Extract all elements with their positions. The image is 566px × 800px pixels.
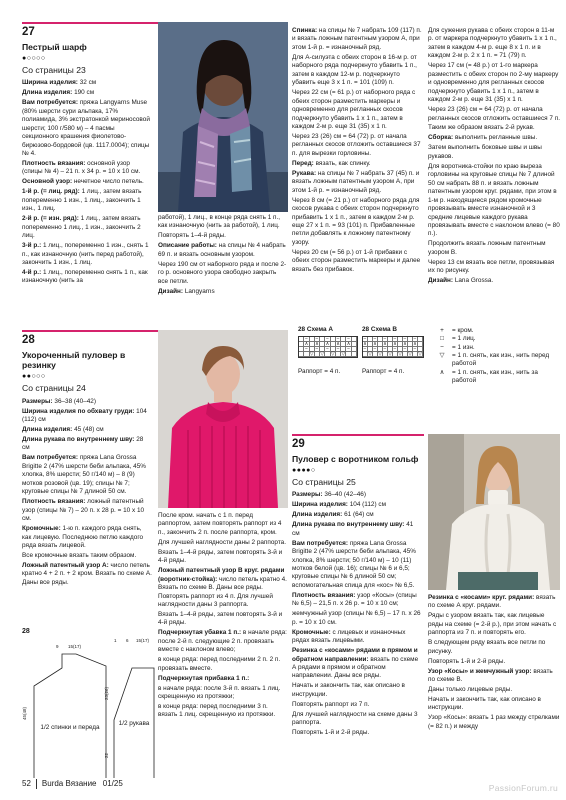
paragraph [428,240,560,257]
paragraph-text: в конце ряда: перед последними 2 п. 2 п. провязать вместе. [158,656,281,672]
paragraph-text: После кром. начать с 1 п. перед раппортом, затем повторять раппорт из 4 п., закончить 2 п. после раппорта, кром. [158,512,282,536]
paragraph-text: в начале ряда: после 3-й п. вязать 1 лиц. скрещенную из протяжки; [158,684,281,701]
paragraph-heading: Вам потребуется: [292,539,349,547]
paragraph [292,491,422,499]
paragraph [428,639,560,656]
text-col3 [292,27,422,276]
text-col4 [428,27,560,287]
paragraph-heading: Дизайн: [428,277,454,285]
paragraph [428,27,560,61]
pattern-number: 27 [22,26,35,38]
p29-col1 [292,439,422,739]
paragraph-text: 1 лиц., попеременно снять 1 п., как изнаночную (нить за [22,268,148,285]
paragraph [428,144,560,161]
section-28-rule [22,330,158,332]
paragraph-text: 1 лиц., затем вязать попеременно 1 лиц., 1 изн., закончить 2 лиц. [22,215,141,240]
paragraph-text: Затем выполнить боковые швы и швы рукавов. [428,144,542,160]
paragraph-text: Повторять 1–4-й ряды. [158,232,226,240]
paragraph [158,232,288,240]
paragraph-text: Lana Grossa. [453,277,494,285]
paragraph [292,54,422,88]
paragraph-text: Повторять 1-й и 2-й ряды. [428,657,506,665]
p28-text-cont [158,512,288,720]
paragraph [158,549,288,566]
legend-item [436,369,560,386]
paragraph [22,160,152,177]
paragraph [292,89,422,131]
paragraph [22,454,152,496]
paragraph-heading: Подчеркнутая прибавка 1 п.: [158,674,250,682]
paragraph [428,62,560,104]
watermark: PassionForum.ru [488,783,558,793]
paragraph-heading: 4-й р.: [22,268,42,276]
paragraph [22,178,152,186]
paragraph-text: Через 20 см (= 56 р.) от 1-й прибавки с обеих сторон разместить маркеры и далее вязать без прибавок. [292,248,421,273]
paragraph [158,675,288,683]
paragraph [428,714,560,731]
pattern-title: Пуловер с воротником гольф [292,453,419,464]
paragraph-text: 1-ю п. каждого ряда снять, как лицевую. Последнюю петлю каждого ряда вязать лицевой. [22,525,144,549]
paragraph-text: 1 лиц., попеременно 1 изн., снять 1 п., как изнаночную (нить перед работой), закончить 1 изн., 1 лиц. [22,242,149,266]
paragraph [292,610,422,627]
chart-b-grid: − − − − − − ∧ ∧ ∧ ∧ ∧ ∧ − − − − − − ▽ ▽ ▽ ▽ ▽ ▽ [362,336,424,358]
paragraph-heading: Дизайн: [158,287,184,295]
paragraph-text: работой), 1 лиц., в конце ряда снять 1 п., как изнаночную (нить за работой), 1 лиц. [158,214,281,230]
source-page: Со страницы 23 [22,65,86,76]
source-page: Со страницы 25 [292,477,356,488]
paragraph-text: Вязать 1–4-й ряды, затем повторять 3-й и 4-й ряды. [158,548,283,565]
paragraph-heading: Плотность вязания: [292,591,356,599]
paragraph-text: Через 22 см (= 61 р.) от наборного ряда с обеих сторон разместить маркеры и одновременно для регланных скосов подчеркнуто убавить 1 х 1 п., затем в каждом 2-м р. еще 31 (35) х 1 п. [292,89,416,130]
chart-a-title: 28 Схема А [298,326,333,333]
legend-item [436,352,560,369]
paragraph-text: Через 8 см (= 21 р.) от наборного ряда для скосов рукава с обеих сторон подчеркнуто прибавить 1 х 1 п., затем в каждом 2-м р. еще 27 х 1 п. = 93 (101) п. Прибавленные петли добавлять к ложному патентному узору. [292,196,420,246]
paragraph-text: Вязать 1–4-й ряды, затем повторять 3-й и 4-й ряды. [158,610,283,627]
paragraph-text: Для лучшей наглядности даны 2 раппорта. [158,538,287,546]
paragraph-text: 1 лиц., затем вязать попеременно 1 изн., 1 лиц., закончить 1 изн., 1 лиц. [22,188,142,213]
section-27-rule [22,22,158,24]
paragraph-heading: Перед: [292,159,314,167]
paragraph-text: на спицы № 4 набрать 69 п. и вязать основным узором. [158,242,286,258]
paragraph [292,521,422,538]
paragraph [22,552,152,560]
paragraph [292,511,422,519]
paragraph-text: узор «Косы» (спицы № 6,5) – 21,5 п. х 26 р. = 10 х 10 см; [292,591,417,608]
paragraph [428,134,560,142]
paragraph-heading: Кромочные: [292,628,331,636]
paragraph-text: 36–38 (40–42) [52,397,96,405]
paragraph-heading: Резинка с «косами» рядами в прямом и обратном направлении: [292,647,418,663]
page-number: 52 [22,779,31,789]
chart-legend [436,327,560,385]
paragraph [292,501,422,509]
paragraph-text: 104 (112) см [347,501,386,509]
paragraph-heading: Вам потребуется: [22,99,79,107]
section-29-rule [292,434,424,436]
paragraph-heading: Длина изделия: [22,89,73,97]
paragraph-text: Через 190 см от наборного ряда и после 2-го р. основного узора свободно закрыть все петли. [158,260,287,285]
paragraph-heading: Основной узор: [22,178,73,186]
paragraph [292,711,422,728]
paragraph-text: 45 (48) см [72,426,104,434]
paragraph-text: 36–40 (42–46) [322,491,366,499]
page-footer [22,779,123,789]
legend-symbol: ▽ [439,351,445,359]
paragraph [292,701,422,709]
difficulty-dots: ●●●●○ [292,466,316,474]
footer-separator [36,779,37,789]
paragraph-heading: Плотность вязания: [22,498,86,506]
paragraph-heading: 3-й р.: [22,242,42,250]
paragraph [428,696,560,713]
paragraph-text: вязать по схеме В. [428,667,553,684]
svg-text:15(17): 15(17) [136,638,150,643]
paragraph-heading: Узор «Косы» и жемчужный узор: [428,667,532,675]
paragraph [22,498,152,523]
paragraph-heading: Размеры: [22,397,53,405]
paragraph-text: жемчужный узор (спицы № 6,5) – 17 п. х 26 р. = 10 х 10 см. [292,610,421,626]
paragraph [22,79,152,87]
svg-text:23(26): 23(26) [104,686,109,700]
p27-text [22,79,152,285]
p28-back-front-sleeves [292,27,422,274]
p28-col1 [22,335,152,589]
paragraph [292,197,422,248]
paragraph-text: 28 см [22,436,144,452]
paragraph [292,729,422,737]
paragraph [292,540,422,591]
svg-text:22: 22 [104,752,109,758]
paragraph-text: Начать и закончить так, как описано в инструкции. [292,682,405,698]
paragraph-text: вязать, как спинку. [313,159,371,167]
paragraph [158,261,288,286]
paragraph-text: Повторять раппорт из 7 п. [292,700,370,708]
paragraph [428,124,560,132]
paragraph-heading: Длина рукава по внутреннему шву: [22,436,135,444]
paragraph [22,99,152,158]
chart-b-title: 28 Схема В [362,326,397,333]
paragraph [22,269,152,286]
paragraph [428,612,560,637]
magazine-name: Burda Вязание [41,779,97,789]
paragraph [292,170,422,195]
svg-text:6: 6 [126,638,129,643]
paragraph-text: Через 23 (26) см = 64 (72) р. от начала регланных скосов отложить оставшиеся 37 п. для вырезки горловины. [292,132,421,157]
paragraph-text: выполнить регланные швы. [453,134,538,142]
paragraph [158,611,288,628]
source-page: Со страницы 24 [22,383,86,394]
diagram-label-front: 1/2 спинки и переда [40,724,100,731]
paragraph-text: Повторять 1-й и 2-й ряды. [292,729,370,737]
paragraph-text: число петель кратно 4 + 2 п. + 2 кром. Вязать по схеме А. Даны все ряды. [22,561,152,586]
chart-b [362,326,426,375]
paragraph [22,426,152,434]
p28-text [22,398,152,588]
pattern-number: 28 [22,334,35,346]
paragraph [158,242,288,259]
paragraph [158,214,288,231]
legend-symbol: □ [440,335,444,343]
paragraph [158,567,288,609]
paragraph-text: Даны только лицевые ряды. [428,686,513,694]
paragraph [22,398,152,406]
paragraph-heading: Ложный патентный узор А: [22,561,109,569]
paragraph-text: в начале ряда: после 2-й п. следующие 2 п. провязать вместе с наклоном влево; [158,629,287,654]
paragraph [158,539,288,547]
paragraph-text: В следующем ряду вязать все петли по рисунку. [428,639,546,655]
paragraph [22,89,152,97]
paragraph-text: пряжа Langyarns Muse (80% шерсти сури альпака, 17% полиамида, 3% экстратонкой мериносовой шерсти; 100 г/580 м) – 4 пасмы секционного крашения фиолетово-бирюзово-бордовой (цв. 1117.0004); спицы № 4. [22,99,150,158]
paragraph-text: Узор «Косы»: вязать 1 раз между стрелками (= 82 п.) и между [428,714,560,730]
paragraph-text: нечетное число петель. [72,178,144,186]
pattern-title: Укороченный пуловер в резинку [22,349,126,370]
paragraph-text: Langyarns [183,287,215,295]
paragraph [428,658,560,666]
paragraph [292,27,422,52]
paragraph-heading: Кромочные: [22,525,61,533]
paragraph-heading: Плотность вязания: [22,159,86,167]
paragraph [428,163,560,239]
paragraph-heading: Резинка с «косами» круг. рядами: [428,594,535,601]
paragraph-heading: 1-й р. (= лиц. ряд): [22,188,80,196]
paragraph-text: вязать по схеме А рядами в прямом и обратном направлении. Даны все ряды. [292,655,419,680]
chart-a-grid: − − − − − ∧ ∧ ∧ ∧ ∧ − − − − − ▽ ▽ ▽ ▽ [298,336,358,358]
legend-symbol: ∧ [439,368,445,376]
photo-scarf-model [158,22,288,212]
legend-symbol: − [440,343,444,351]
paragraph [428,594,560,611]
difficulty-dots: ●○○○○ [22,54,46,62]
paragraph-text: число петель кратно 4. Вязать по схеме В. Даны все ряды. Повторять раппорт из 4 п. Для лучшей наглядности даны 3 раппорта. [158,575,287,609]
paragraph-text: Для А-силуэта с обеих сторон в 16-м р. от наборного ряда подчеркнуто убавить 1 п., затем в каждом 12-м р. подчеркнуто убавить еще 3 х 1 п. = 101 (109) п. [292,53,417,87]
legend-text: = 1 лиц. [452,335,476,343]
legend-item [436,335,560,343]
paragraph-text: Ряды с узором вязать так, как лицевые ряды на схеме (= 2-й р.), при этом начать с раппорта из 7 п. и повторять его. [428,612,557,637]
legend-text: = 1 п. снять, как изн., нить перед работой [452,351,550,368]
paragraph [428,686,560,694]
paragraph-heading: Ширина изделия: [292,501,348,509]
paragraph-heading: Ширина изделия: [22,79,78,87]
paragraph-text: вязать по схеме А круг. рядами. [428,594,556,610]
paragraph-text: Через 17 см (= 48 р.) от 1-го маркера разместить с обеих сторон по 2-му маркеру и одновременно для регланных скосов подчеркнуто убавить 1 х 1 п., затем в каждом 2-м р. еще 31 (35) х 1 п. [428,62,559,104]
issue-number: 01/25 [102,779,123,789]
diagram-number: 28 [22,628,30,635]
paragraph-text: Через 23 (26) см = 64 (72) р. от начала регланных скосов отложить оставшиеся 7 п. [428,106,560,122]
paragraph-text: Все кромочные вязать таким образом. [22,551,137,559]
pattern-number: 29 [292,438,305,450]
chart-a [298,326,358,375]
svg-text:15(17): 15(17) [68,644,82,649]
paragraph [158,656,288,673]
paragraph [428,668,560,685]
paragraph-text: с лицевых и изнаночных рядах вязать лицевыми. [292,628,406,645]
paragraph-heading: Длина рукава по внутреннему шву: [292,521,405,529]
paragraph-text: Для лучшей наглядности на схеме даны 3 раппорта. [292,710,418,727]
paragraph-text: Начать и закончить так, как описано в инструкции. [428,695,541,712]
paragraph-text: пряжа Lana Grossa Brigitte 2 (47% шерсти беби альпака, 45% хлопка, 8% шерсти; 50 г/140 м) – 8 (9) мотков розовой (цв. 19); спицы № 7; круговые спицы № 7 длиной 50 см. [22,454,146,496]
paragraph [292,647,422,681]
paragraph-text: 41 см [292,521,414,537]
paragraph-text: пряжа Lana Grossa Brigitte 2 (47% шерсти беби альпака, 45% хлопка, 8% шерсти; 50 г/140 м) – 10 (11) мотков белой (цв. 16); спицы № 6 и 6,5; круговые спицы № 6 длиной 50 см; вспомогательная спица для «кос» № 6,5. [292,539,416,589]
paragraph-text: ложный патентный узор (спицы № 7) – 20 п. х 28 р. = 10 х 10 см. [22,498,145,523]
paragraph-text: основной узор (спицы № 4) – 21 п. х 34 р. = 10 х 10 см. [22,159,141,176]
paragraph-heading: 2-й р. (= изн. ряд): [22,215,79,223]
legend-symbol: + [440,327,444,334]
paragraph-text: в конце ряда: перед последними 3 п. вязать 1 лиц. скрещенную из протяжки. [158,703,276,719]
paragraph [158,703,288,720]
paragraph-text: 61 (64) см [342,511,374,519]
paragraph [292,133,422,158]
paragraph [22,408,152,425]
paragraph [158,629,288,654]
paragraph-text: на спицы № 7 набрать 37 (45) п. и вязать ложным патентным узором А, при этом 1-й р. = изнаночный ряд. [292,169,420,194]
paragraph-text: на спицы № 7 набрать 109 (117) п. и вязать ложным патентным узором А, при этом 1-й р. = изнаночный ряд. [292,27,422,51]
paragraph-heading: Рукава: [292,169,317,177]
paragraph [22,242,152,267]
photo-pink-sweater [158,330,288,508]
paragraph-text: Для воротника-стойки по краю выреза горловины на круговые спицы № 7 длиной 50 см набрать 88 п. и вязать ложным патентным узором круг. рядами, при этом в 1-м р. находящиеся рядом кромочные провязывать вместе изнаночной и 3 средние лицевые каждого рукава провязывать вместе с наклоном влево (= 80 п.). [428,162,560,238]
paragraph [22,188,152,213]
paragraph [428,259,560,276]
paragraph [22,215,152,240]
paragraph [292,160,422,168]
paragraph [22,562,152,587]
p27-col1 [22,27,152,287]
pattern-title: Пестрый шарф [22,41,87,52]
legend-item [436,344,560,352]
paragraph-heading: Сборка: [428,134,454,142]
paragraph-text: Для сужения рукава с обеих сторон в 11-м р. от маркера подчеркнуто убавить 1 х 1 п., затем в каждом 4-м р. еще 8 х 1 п. и в каждом 2-м р. 2 х 1 п. = 71 (79) п. [428,27,557,60]
paragraph [292,682,422,699]
paragraph-text: 104 (112) см [22,407,147,424]
paragraph [22,436,152,453]
legend-item [436,327,560,335]
p29-text-cont [428,594,560,731]
legend-text: = кром. [452,327,474,334]
paragraph [292,249,422,274]
svg-text:1: 1 [114,638,117,643]
paragraph-heading: Ложный патентный узор В круг. рядами (воротник-стойка): [158,567,285,583]
paragraph [292,592,422,609]
paragraph-heading: Длина изделия: [22,426,73,434]
legend-text: = 1 изн. [452,343,475,351]
diagram-label-sleeve: 1/2 рукава [118,720,150,727]
difficulty-dots: ●●○○○ [22,373,46,381]
paragraph-text: Продолжить вязать ложным патентным узором В. [428,240,546,256]
paragraph-heading: Размеры: [292,491,323,499]
p29-col2 [428,594,560,733]
paragraph-heading: Длина изделия: [292,511,343,519]
chart-b-rapport: Раппорт = 4 п. [362,368,405,375]
paragraph-text: Через 13 см вязать все петли, провязывая их по рисунку. [428,258,555,275]
p27-col2 [158,214,288,298]
paragraph-text: Таким же образом вязать 2-й рукав. [428,124,535,132]
p28-col2 [158,512,288,721]
paragraph-text: 32 см [77,79,97,87]
p27-text-cont [158,214,288,296]
paragraph-heading: Спинка: [292,27,318,34]
paragraph-text: 190 см [72,89,95,97]
paragraph-heading: Подчеркнутая убавка 1 п.: [158,629,242,637]
schema-diagram [22,628,156,778]
svg-text:45(48): 45(48) [22,706,27,720]
paragraph [22,525,152,550]
p28-assembly [428,27,560,286]
legend-text: = 1 п. снять, как изн., нить за работой [452,368,538,384]
paragraph-heading: Ширина изделия по обхвату груди: [22,407,135,415]
photo-white-turtleneck [428,434,560,590]
paragraph [428,277,560,285]
paragraph [158,512,288,537]
paragraph [428,106,560,123]
paragraph-heading: Вам потребуется: [22,454,79,462]
paragraph [292,629,422,646]
paragraph-heading: Описание работы: [158,242,217,250]
paragraph [158,288,288,296]
paragraph [158,685,288,702]
chart-a-rapport: Раппорт = 4 п. [298,368,341,375]
svg-text:9: 9 [56,644,59,649]
p29-text [292,491,422,737]
